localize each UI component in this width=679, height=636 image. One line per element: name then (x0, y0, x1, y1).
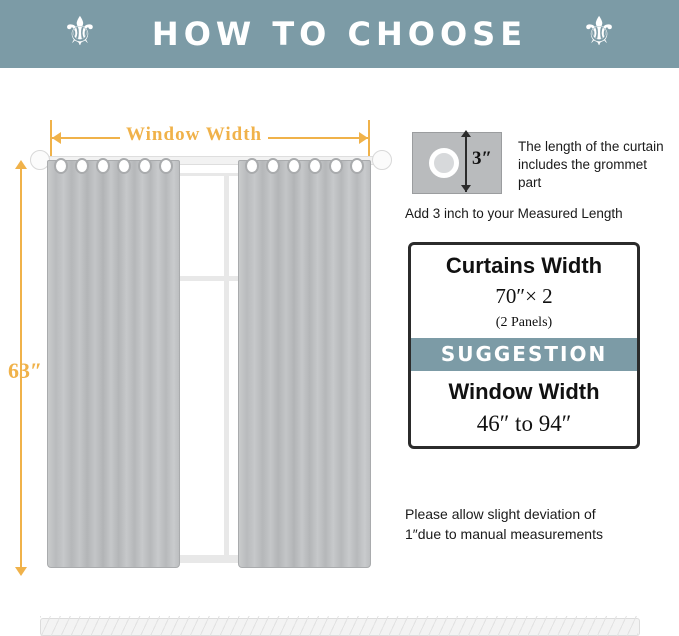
rod-finial-right (372, 150, 392, 170)
floor-hatching (40, 616, 638, 636)
spec-panels-note: (2 Panels) (495, 315, 553, 330)
grommet-icon (329, 158, 343, 174)
grommet-icon (350, 158, 364, 174)
curtain-illustration (0, 68, 400, 636)
arrow-left-icon (52, 132, 61, 144)
window-mullion-vertical (224, 173, 229, 563)
grommet-icon (245, 158, 259, 174)
disclaimer-line-1: Please allow slight deviation of (405, 506, 596, 522)
spec-table (408, 242, 640, 449)
spec-title: Curtains Width (445, 253, 603, 278)
add-length-note: Add 3 inch to your Measured Length (405, 206, 623, 221)
grommet-measure-line (465, 134, 467, 192)
grommet-icon (117, 158, 131, 174)
grommet-icon (308, 158, 322, 174)
header-banner (0, 0, 679, 68)
spec-width-value: 70″× 2 (495, 284, 553, 308)
grommet-note-text: The length of the curtain includes the grommet part (518, 139, 664, 190)
page-title: HOW TO CHOOSE (151, 15, 528, 53)
fleur-de-lis-icon-right: ⚜ (581, 10, 617, 54)
grommet-icon (266, 158, 280, 174)
arrow-up-icon (15, 160, 27, 169)
grommet-arrow-up-icon (461, 130, 471, 137)
grommet-icon (287, 158, 301, 174)
arrow-right-icon (359, 132, 368, 144)
spec-window-width-label: Window Width (448, 379, 600, 404)
disclaimer (405, 505, 660, 545)
grommet-icon (138, 158, 152, 174)
window-width-label: Window Width (120, 124, 268, 146)
grommet-arrow-down-icon (461, 185, 471, 192)
curtain-panel-right (238, 160, 371, 568)
curtain-panel-left (47, 160, 180, 568)
grommet-icon (75, 158, 89, 174)
grommet-icon (159, 158, 173, 174)
grommet-ring-icon (429, 148, 459, 178)
grommet-icon (96, 158, 110, 174)
arrow-down-icon (15, 567, 27, 576)
spec-window-width-range: 46″ to 94″ (476, 411, 572, 436)
spec-suggestion-banner: SUGGESTION (411, 338, 637, 371)
grommet-icon (54, 158, 68, 174)
diagram-canvas (0, 68, 679, 636)
fleur-de-lis-icon-left: ⚜ (62, 10, 98, 54)
curtain-height-label: 63″ (8, 358, 43, 383)
disclaimer-line-2: 1″due to manual measurements (405, 525, 603, 542)
grommet-size-label: 3″ (472, 148, 492, 169)
